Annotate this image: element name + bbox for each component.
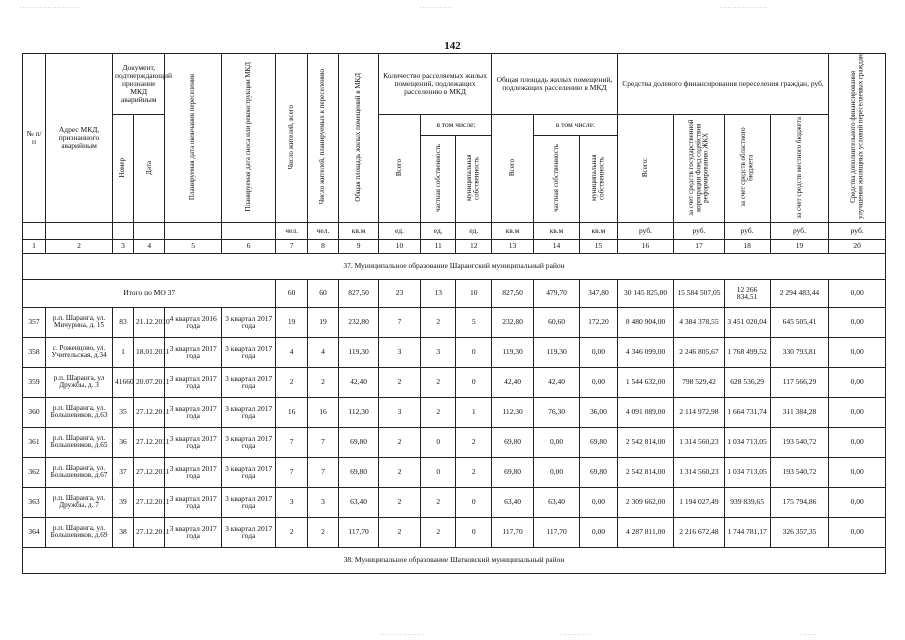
column-number-cell: 2 [46, 239, 113, 253]
cell-fund-corp: 4 384 378,55 [674, 307, 724, 337]
cell-fund-corp: 2 216 672,48 [674, 517, 724, 547]
cell-sq-all: 42,40 [492, 367, 534, 397]
cell-cnt-private: 3 [420, 337, 456, 367]
cell-fund-region: 939 839,65 [724, 487, 770, 517]
cell-sq-private: 60,60 [533, 307, 579, 337]
cell-demolish: 3 квартал 2017 года [221, 397, 275, 427]
cell-fund-all: 4 346 099,00 [617, 337, 674, 367]
column-number-cell: 1 [23, 239, 46, 253]
cell-address: р.п. Шаранга, ул. Большевиков, д.67 [46, 457, 113, 487]
cell-doc-date: 27.12.2011 [133, 487, 164, 517]
cell-cnt-municipal: 0 [456, 487, 492, 517]
cell-doc-date: 27.12.2011 [133, 427, 164, 457]
header-residents-planned: Число жителей, планируемых к переселению [307, 54, 338, 223]
cell-num: 358 [23, 337, 46, 367]
unit-cell: кв.м [339, 222, 379, 239]
cell-doc-no: 1 [113, 337, 134, 367]
cell-sq-private: 0,00 [533, 457, 579, 487]
header-count-municipal: муниципальная собственность [456, 136, 492, 223]
cell-cnt-all: 2 [379, 487, 421, 517]
cell-sq-municipal: 69,80 [580, 457, 618, 487]
column-number-cell: 17 [674, 239, 724, 253]
cell-area: 112,30 [339, 397, 379, 427]
cell-num: 364 [23, 517, 46, 547]
cell-cnt-private: 0 [420, 457, 456, 487]
header-count-in-that: в том числе: [420, 115, 491, 136]
cell-cnt-private: 2 [420, 367, 456, 397]
unit-cell: руб. [829, 222, 886, 239]
cell-sq-municipal: 36,00 [580, 397, 618, 427]
unit-cell: кв.м [492, 222, 534, 239]
column-number-cell: 11 [420, 239, 456, 253]
cell-doc-no: 39 [113, 487, 134, 517]
cell-fund-local: 193 540,72 [770, 457, 829, 487]
cell-sq-municipal: 0,00 [580, 367, 618, 397]
table-row [23, 307, 886, 337]
cell-demolish: 3 квартал 2017 года [221, 367, 275, 397]
cell-sq-all: 117,70 [492, 517, 534, 547]
section-title: 37. Муниципальное образование Шарангский муниципальный район [23, 253, 886, 279]
unit-cell: кв.м [533, 222, 579, 239]
cell-fund-local: 193 540,72 [770, 427, 829, 457]
cell-doc-date: 20.07.2011 [133, 367, 164, 397]
cell-fund-local: 311 384,28 [770, 397, 829, 427]
cell-cnt-all: 2 [379, 457, 421, 487]
cell-sq-all: 63,40 [492, 487, 534, 517]
header-doc-number: Номер [113, 115, 134, 223]
cell-fund-region: 1 034 713,05 [724, 457, 770, 487]
unit-cell: чел. [307, 222, 338, 239]
cell-fund-local: 117 566,29 [770, 367, 829, 397]
cell-num: 359 [23, 367, 46, 397]
cell-doc-no: 36 [113, 427, 134, 457]
cell-fund-corp: 2 114 972,98 [674, 397, 724, 427]
cell-fund-extra: 0,00 [829, 457, 886, 487]
total-cnt-all: 23 [379, 279, 421, 307]
total-fund-all: 30 145 825,00 [617, 279, 674, 307]
cell-sq-municipal: 69,80 [580, 427, 618, 457]
cell-fund-all: 4 287 811,00 [617, 517, 674, 547]
cell-sq-private: 42,40 [533, 367, 579, 397]
cell-cnt-private: 0 [420, 427, 456, 457]
cell-demolish: 3 квартал 2017 года [221, 457, 275, 487]
cell-doc-date: 27.12.2011 [133, 517, 164, 547]
cell-doc-no: 41660 [113, 367, 134, 397]
cell-doc-date: 21.12.2010 [133, 307, 164, 337]
header-count-all: Всего [379, 115, 421, 223]
unit-cell: чел. [276, 222, 307, 239]
cell-cnt-municipal: 0 [456, 337, 492, 367]
total-sq-private: 479,70 [533, 279, 579, 307]
header-funding-local: за счет средств местного бюджета [770, 115, 829, 223]
cell-res-total: 2 [276, 367, 307, 397]
cell-cnt-private: 2 [420, 397, 456, 427]
cell-res-total: 4 [276, 337, 307, 367]
cell-res-plan: 2 [307, 517, 338, 547]
cell-address: р.п. Шаранга, ул Дружбы, д. 3 [46, 367, 113, 397]
cell-num: 357 [23, 307, 46, 337]
cell-cnt-municipal: 5 [456, 307, 492, 337]
total-sq-all: 827,50 [492, 279, 534, 307]
table-header [23, 54, 886, 223]
cell-end: 3 квартал 2017 года [165, 397, 222, 427]
cell-fund-all: 1 544 632,00 [617, 367, 674, 397]
cell-sq-municipal: 0,00 [580, 487, 618, 517]
cell-fund-all: 2 542 814,00 [617, 457, 674, 487]
total-area: 827,50 [339, 279, 379, 307]
cell-area: 69,80 [339, 427, 379, 457]
cell-fund-local: 175 794,86 [770, 487, 829, 517]
cell-area: 232,80 [339, 307, 379, 337]
unit-cell [23, 222, 46, 239]
header-planned-relocation-end: Планируемая дата окончания переселения [165, 54, 222, 223]
cell-fund-region: 1 744 781,17 [724, 517, 770, 547]
table-body [23, 222, 886, 573]
cell-fund-extra: 0,00 [829, 517, 886, 547]
table-row [23, 397, 886, 427]
cell-fund-region: 1 034 713,05 [724, 427, 770, 457]
cell-address: р.п. Шаранга, ул. Мичурина, д. 15 [46, 307, 113, 337]
cell-cnt-all: 3 [379, 397, 421, 427]
scan-edge-mark: .................. [380, 631, 425, 637]
cell-sq-municipal: 0,00 [580, 337, 618, 367]
total-sq-municipal: 347,80 [580, 279, 618, 307]
cell-demolish: 3 квартал 2017 года [221, 487, 275, 517]
total-row [23, 279, 886, 307]
cell-cnt-all: 3 [379, 337, 421, 367]
column-number-cell: 16 [617, 239, 674, 253]
total-cnt-private: 13 [420, 279, 456, 307]
cell-demolish: 3 квартал 2017 года [221, 307, 275, 337]
cell-doc-date: 27.12.2011 [133, 457, 164, 487]
cell-cnt-private: 2 [420, 307, 456, 337]
cell-end: 4 квартал 2016 года [165, 307, 222, 337]
unit-cell [133, 222, 164, 239]
total-fund-extra: 0,00 [829, 279, 886, 307]
cell-cnt-all: 2 [379, 427, 421, 457]
unit-cell: руб. [724, 222, 770, 239]
cell-sq-private: 117,70 [533, 517, 579, 547]
table-row [23, 487, 886, 517]
cell-end: 3 квартал 2017 года [165, 367, 222, 397]
cell-sq-municipal: 0,00 [580, 517, 618, 547]
cell-fund-corp: 798 529,42 [674, 367, 724, 397]
header-address: Адрес МКД, признанного аварийным [46, 54, 113, 223]
table-row [23, 427, 886, 457]
unit-cell: руб. [617, 222, 674, 239]
header-num: № п/п [23, 54, 46, 223]
cell-doc-date: 18.01.2011 [133, 337, 164, 367]
cell-num: 363 [23, 487, 46, 517]
cell-res-total: 7 [276, 427, 307, 457]
total-fund-region: 12 266 834,51 [724, 279, 770, 307]
cell-res-plan: 16 [307, 397, 338, 427]
table-row [23, 457, 886, 487]
cell-area: 42,40 [339, 367, 379, 397]
cell-cnt-private: 2 [420, 487, 456, 517]
header-doc-date: Дата [133, 115, 164, 223]
cell-end: 3 квартал 2017 года [165, 427, 222, 457]
header-count-group: Количество расселяемых жилых помещений, подлежащих расселению в МКД [379, 54, 492, 115]
scan-edge-mark: ............. [420, 4, 453, 10]
cell-area: 117,70 [339, 517, 379, 547]
cell-res-plan: 2 [307, 367, 338, 397]
cell-address: с. Роженцово, ул. Учительская, д.34 [46, 337, 113, 367]
header-area-total: Общая площадь жилых помещений в МКД [339, 54, 379, 223]
header-funding-extra: Средства дополнительного финансирования улучшения жилищных условий переселяемых граждан [829, 54, 886, 223]
column-number-cell: 6 [221, 239, 275, 253]
column-number-cell: 4 [133, 239, 164, 253]
section-row [23, 253, 886, 279]
relocation-table [22, 53, 886, 574]
scan-edge-mark: ............ [560, 631, 590, 637]
table-row [23, 367, 886, 397]
unit-cell: кв.м [580, 222, 618, 239]
page-number: 142 [444, 40, 461, 52]
cell-sq-all: 69,80 [492, 427, 534, 457]
header-planned-demolition: Планируемая дата сноса или реконструкции МКД [221, 54, 275, 223]
cell-doc-date: 27.12.2011 [133, 397, 164, 427]
header-funding-all: Всего: [617, 115, 674, 223]
cell-area: 69,80 [339, 457, 379, 487]
column-number-cell: 12 [456, 239, 492, 253]
table-row [23, 337, 886, 367]
header-area-group: Общая площадь жилых помещений, подлежащих расселению в МКД [492, 54, 618, 115]
cell-demolish: 3 квартал 2017 года [221, 337, 275, 367]
section-row [23, 547, 886, 573]
cell-cnt-municipal: 2 [456, 457, 492, 487]
unit-cell: ед. [379, 222, 421, 239]
cell-doc-no: 35 [113, 397, 134, 427]
cell-sq-private: 76,30 [533, 397, 579, 427]
column-number-cell: 5 [165, 239, 222, 253]
cell-fund-corp: 1 314 560,23 [674, 457, 724, 487]
cell-res-plan: 19 [307, 307, 338, 337]
cell-fund-region: 1 768 499,52 [724, 337, 770, 367]
scan-edge-mark: ........................ [20, 4, 80, 10]
cell-address: р.п. Шаранга, ул. Большевиков, д.63 [46, 397, 113, 427]
scan-edge-mark: ................... [720, 4, 768, 10]
cell-res-total: 19 [276, 307, 307, 337]
unit-cell: руб. [770, 222, 829, 239]
total-cnt-municipal: 10 [456, 279, 492, 307]
cell-fund-all: 2 309 662,00 [617, 487, 674, 517]
cell-doc-no: 83 [113, 307, 134, 337]
cell-fund-extra: 0,00 [829, 307, 886, 337]
cell-cnt-municipal: 2 [456, 427, 492, 457]
cell-cnt-all: 2 [379, 517, 421, 547]
unit-cell [113, 222, 134, 239]
total-fund-corp: 15 584 507,05 [674, 279, 724, 307]
cell-end: 3 квартал 2017 года [165, 517, 222, 547]
header-funding-group: Средства долевого финансирования переселения граждан, руб. [617, 54, 829, 115]
scan-edge-mark: ....... [800, 631, 818, 637]
cell-fund-corp: 1 194 027,49 [674, 487, 724, 517]
unit-cell: ед. [456, 222, 492, 239]
header-area-all: Всего [492, 115, 534, 223]
header-area-in-that: в том числе: [533, 115, 617, 136]
cell-fund-extra: 0,00 [829, 367, 886, 397]
total-residents-total: 60 [276, 279, 307, 307]
cell-sq-private: 119,30 [533, 337, 579, 367]
total-label: Итого по МО 37 [23, 279, 276, 307]
cell-address: р.п. Шаранга, ул. Большевиков, д.65 [46, 427, 113, 457]
cell-sq-private: 63,40 [533, 487, 579, 517]
column-number-cell: 10 [379, 239, 421, 253]
cell-end: 3 квартал 2017 года [165, 337, 222, 367]
cell-res-total: 2 [276, 517, 307, 547]
cell-fund-region: 3 451 020,04 [724, 307, 770, 337]
cell-demolish: 3 квартал 2017 года [221, 517, 275, 547]
cell-num: 361 [23, 427, 46, 457]
cell-fund-extra: 0,00 [829, 397, 886, 427]
cell-fund-local: 645 505,41 [770, 307, 829, 337]
cell-cnt-municipal: 0 [456, 367, 492, 397]
units-row [23, 222, 886, 239]
cell-demolish: 3 квартал 2017 года [221, 427, 275, 457]
cell-res-plan: 3 [307, 487, 338, 517]
column-number-cell: 20 [829, 239, 886, 253]
cell-doc-no: 37 [113, 457, 134, 487]
unit-cell [46, 222, 113, 239]
cell-doc-no: 38 [113, 517, 134, 547]
cell-address: р.п. Шаранга, ул. Дружбы, д. 7 [46, 487, 113, 517]
unit-cell: ед. [420, 222, 456, 239]
column-number-cell: 14 [533, 239, 579, 253]
column-number-cell: 8 [307, 239, 338, 253]
cell-num: 360 [23, 397, 46, 427]
unit-cell [165, 222, 222, 239]
column-numbers-row [23, 239, 886, 253]
header-funding-region: за счет средств областного бюджета [724, 115, 770, 223]
unit-cell: руб. [674, 222, 724, 239]
cell-cnt-all: 7 [379, 307, 421, 337]
cell-end: 3 квартал 2017 года [165, 487, 222, 517]
cell-sq-private: 0,00 [533, 427, 579, 457]
header-funding-fund: за счет средств государственной корпорации Фонд содействия реформированию ЖКХ [674, 115, 724, 223]
cell-fund-corp: 1 314 560,23 [674, 427, 724, 457]
header-area-private: частная собственность [533, 136, 579, 223]
column-number-cell: 9 [339, 239, 379, 253]
cell-fund-all: 2 542 814,00 [617, 427, 674, 457]
total-residents-planned: 60 [307, 279, 338, 307]
header-residents-total: Число жителей, всего [276, 54, 307, 223]
cell-address: р.п. Шаранга, ул. Большевиков, д.69 [46, 517, 113, 547]
cell-fund-extra: 0,00 [829, 487, 886, 517]
column-number-cell: 7 [276, 239, 307, 253]
cell-area: 119,30 [339, 337, 379, 367]
header-document: Документ, подтверждающий признание МКД аварийным [113, 54, 165, 115]
cell-fund-extra: 0,00 [829, 337, 886, 367]
cell-res-plan: 7 [307, 457, 338, 487]
column-number-cell: 15 [580, 239, 618, 253]
cell-res-plan: 4 [307, 337, 338, 367]
cell-sq-municipal: 172,20 [580, 307, 618, 337]
unit-cell [221, 222, 275, 239]
cell-fund-local: 326 357,35 [770, 517, 829, 547]
total-fund-local: 2 294 483,44 [770, 279, 829, 307]
column-number-cell: 13 [492, 239, 534, 253]
column-number-cell: 19 [770, 239, 829, 253]
cell-sq-all: 232,80 [492, 307, 534, 337]
cell-fund-local: 330 793,81 [770, 337, 829, 367]
cell-sq-all: 119,30 [492, 337, 534, 367]
section-title: 38. Муниципальное образование Шатковский муниципальный район [23, 547, 886, 573]
cell-cnt-municipal: 1 [456, 397, 492, 427]
cell-cnt-municipal: 0 [456, 517, 492, 547]
table-row [23, 517, 886, 547]
cell-fund-corp: 2 246 805,67 [674, 337, 724, 367]
cell-fund-all: 4 091 089,00 [617, 397, 674, 427]
cell-cnt-all: 2 [379, 367, 421, 397]
cell-sq-all: 112,30 [492, 397, 534, 427]
cell-sq-all: 69,80 [492, 457, 534, 487]
cell-area: 63,40 [339, 487, 379, 517]
cell-fund-region: 1 664 731,74 [724, 397, 770, 427]
header-area-municipal: муниципальная собственность [580, 136, 618, 223]
cell-cnt-private: 2 [420, 517, 456, 547]
cell-end: 3 квартал 2017 года [165, 457, 222, 487]
column-number-cell: 3 [113, 239, 134, 253]
cell-res-plan: 7 [307, 427, 338, 457]
header-count-private: частная собственность [420, 136, 456, 223]
cell-res-total: 16 [276, 397, 307, 427]
cell-fund-all: 8 480 904,00 [617, 307, 674, 337]
cell-res-total: 3 [276, 487, 307, 517]
cell-fund-extra: 0,00 [829, 427, 886, 457]
cell-res-total: 7 [276, 457, 307, 487]
cell-fund-region: 628 536,29 [724, 367, 770, 397]
cell-num: 362 [23, 457, 46, 487]
column-number-cell: 18 [724, 239, 770, 253]
